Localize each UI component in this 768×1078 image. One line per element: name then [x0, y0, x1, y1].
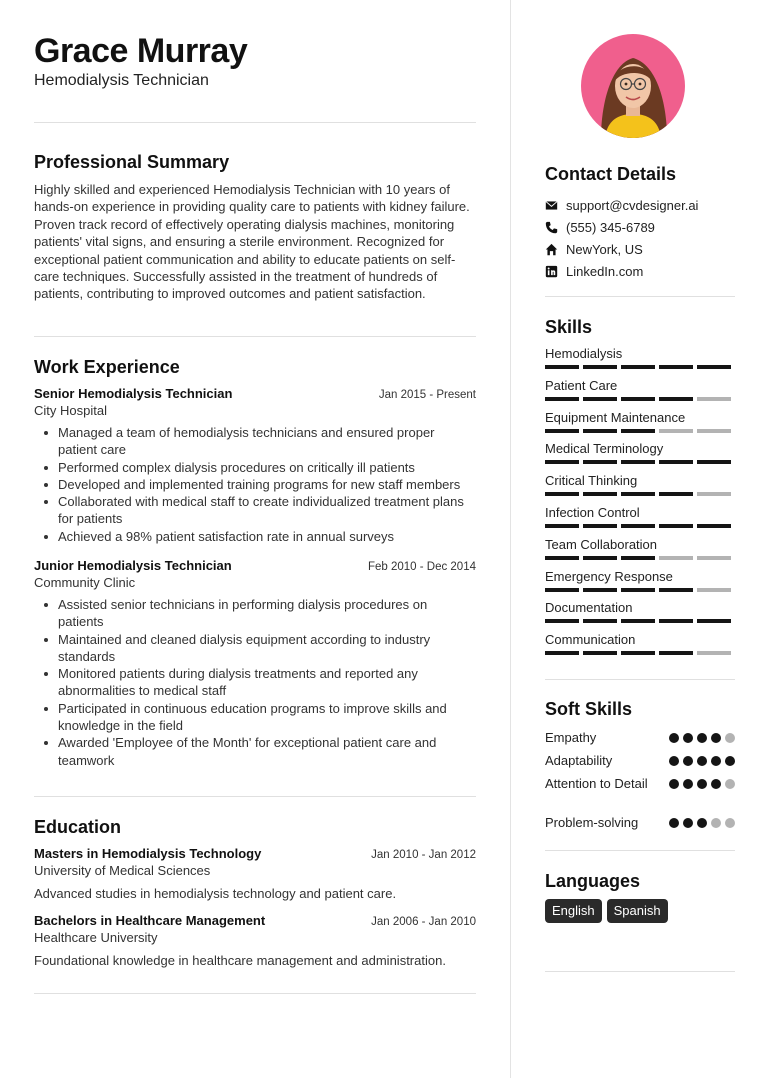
linkedin-text[interactable]: LinkedIn.com [566, 263, 644, 279]
candidate-title: Hemodialysis Technician [34, 72, 209, 89]
rating-dot [711, 756, 721, 766]
phone-text[interactable]: (555) 345-6789 [566, 219, 655, 235]
rating-dot [669, 818, 679, 828]
job-title: Senior Hemodialysis Technician [34, 386, 233, 401]
rating-dot [683, 779, 693, 789]
skill-level-segment [583, 397, 617, 401]
list-item: Monitored patients during dialysis treatments and reported any abnormalities to medical staff [34, 665, 476, 700]
list-item: Awarded 'Employee of the Month' for exceptional patient care and teamwork [34, 734, 476, 769]
linkedin-icon [545, 265, 558, 278]
rating-dot [711, 779, 721, 789]
soft-skill-label: Attention to Detail [545, 776, 648, 791]
skill-level-segment [583, 365, 617, 369]
skill-level-segment [545, 556, 579, 560]
skills-heading: Skills [545, 317, 593, 337]
soft-skill-rating [669, 818, 735, 828]
soft-skill-label: Problem-solving [545, 815, 639, 830]
rating-dot [711, 733, 721, 743]
list-item: Participated in continuous education programs to improve skills and knowledge in the field [34, 700, 476, 735]
soft-skill-label: Adaptability [545, 753, 613, 768]
skill-level-segment [621, 651, 655, 655]
list-item: Developed and implemented training programs for new staff members [34, 476, 476, 493]
candidate-name: Grace Murray [34, 32, 248, 70]
list-item: Achieved a 98% patient satisfaction rate in annual surveys [34, 528, 476, 545]
rating-dot [725, 818, 735, 828]
skill-level-bar [545, 524, 735, 528]
education-description: Foundational knowledge in healthcare management and administration. [34, 953, 446, 968]
job-date: Feb 2010 - Dec 2014 [367, 561, 476, 573]
education-entry [34, 846, 476, 901]
skill-item [545, 346, 735, 369]
skill-level-segment [659, 588, 693, 592]
skill-level-segment [583, 556, 617, 560]
skill-level-segment [697, 619, 731, 623]
soft-skill-label: Empathy [545, 730, 597, 745]
skill-level-segment [697, 588, 731, 592]
job-organization: City Hospital [34, 403, 107, 418]
skill-level-segment [697, 429, 731, 433]
job-date: Jan 2015 - Present [378, 389, 476, 401]
skill-level-segment [697, 365, 731, 369]
skill-level-segment [621, 492, 655, 496]
degree-title: Masters in Hemodialysis Technology [34, 846, 262, 861]
skill-level-segment [545, 619, 579, 623]
rating-dot [697, 818, 707, 828]
skill-label: Team Collaboration [545, 536, 658, 552]
envelope-icon [545, 199, 558, 212]
rating-dot [683, 733, 693, 743]
education-heading: Education [34, 817, 122, 837]
rating-dot [711, 818, 721, 828]
job-title: Junior Hemodialysis Technician [34, 558, 232, 573]
skill-label: Patient Care [545, 377, 618, 393]
skill-label: Communication [545, 632, 636, 648]
rating-dot [669, 733, 679, 743]
school-name: Healthcare University [34, 930, 158, 945]
soft-skills-heading: Soft Skills [545, 699, 633, 719]
education-entry [34, 913, 476, 968]
skill-item [545, 600, 735, 623]
skill-level-bar [545, 588, 735, 592]
skill-level-segment [697, 397, 731, 401]
job-entry [34, 558, 476, 769]
job-bullets [34, 596, 476, 769]
rating-dot [725, 779, 735, 789]
skill-level-segment [545, 492, 579, 496]
skill-level-bar [545, 397, 735, 401]
education-date: Jan 2006 - Jan 2010 [371, 916, 476, 928]
languages-heading: Languages [545, 871, 641, 891]
summary-text: Highly skilled and experienced Hemodialysis Technician with 10 years of hands-on experience in providing quality care to patients with kidney failure. Proven track record of effectively operating dialysis machines, monitoring patients' vital signs, and ensuring a sterile environment. Recognized for exceptional patient communication and ability to educate patients on self-care techniques. Successfully assisted in the treatment of hundreds of patients, contributing to improved outcomes and patient satisfaction. [34, 182, 470, 302]
skill-level-segment [697, 524, 731, 528]
home-icon [545, 243, 558, 256]
contact-location [545, 240, 643, 258]
rating-dot [683, 756, 693, 766]
phone-icon [545, 221, 558, 234]
skill-level-segment [583, 492, 617, 496]
job-bullets [34, 424, 476, 545]
work-heading: Work Experience [34, 357, 180, 377]
skill-label: Equipment Maintenance [545, 409, 686, 425]
list-item: Maintained and cleaned dialysis equipment according to industry standards [34, 631, 476, 666]
skill-level-bar [545, 460, 735, 464]
skill-item [545, 537, 735, 560]
avatar-photo-icon [581, 34, 685, 138]
degree-title: Bachelors in Healthcare Management [34, 913, 266, 928]
divider [545, 296, 735, 297]
education-description: Advanced studies in hemodialysis technology and patient care. [34, 886, 397, 901]
job-entry [34, 386, 476, 545]
skill-item [545, 505, 735, 528]
column-divider [510, 0, 511, 1078]
skill-item [545, 378, 735, 401]
soft-skill-item [545, 814, 735, 831]
skill-level-bar [545, 492, 735, 496]
contact-heading: Contact Details [545, 164, 677, 184]
skill-label: Medical Terminology [545, 441, 664, 457]
rating-dot [697, 779, 707, 789]
email-text[interactable]: support@cvdesigner.ai [566, 197, 699, 213]
rating-dot [697, 733, 707, 743]
list-item: Assisted senior technicians in performing dialysis procedures on patients [34, 596, 476, 631]
divider [545, 971, 735, 972]
skill-level-segment [545, 651, 579, 655]
skill-label: Critical Thinking [545, 473, 638, 489]
rating-dot [669, 779, 679, 789]
rating-dot [725, 733, 735, 743]
soft-skill-item [545, 775, 735, 792]
divider [34, 336, 476, 337]
skill-level-segment [697, 651, 731, 655]
contact-phone [545, 218, 655, 236]
skill-level-segment [659, 429, 693, 433]
skill-item [545, 410, 735, 433]
skill-level-segment [659, 397, 693, 401]
location-text: NewYork, US [566, 241, 643, 257]
job-organization: Community Clinic [34, 575, 136, 590]
skill-label: Hemodialysis [545, 346, 623, 361]
skill-item [545, 441, 735, 464]
school-name: University of Medical Sciences [34, 863, 211, 878]
language-badge: English [545, 899, 602, 923]
skill-level-segment [621, 429, 655, 433]
skill-label: Documentation [545, 600, 633, 616]
skill-level-bar [545, 651, 735, 655]
skill-level-segment [545, 588, 579, 592]
divider [545, 679, 735, 680]
divider [34, 796, 476, 797]
summary-heading: Professional Summary [34, 152, 230, 172]
skill-level-bar [545, 429, 735, 433]
languages-list [545, 899, 668, 923]
rating-dot [683, 818, 693, 828]
skill-level-segment [583, 460, 617, 464]
skill-level-segment [659, 651, 693, 655]
skill-level-segment [545, 524, 579, 528]
skill-level-segment [621, 619, 655, 623]
divider [545, 850, 735, 851]
list-item: Performed complex dialysis procedures on critically ill patients [34, 459, 476, 476]
skill-level-segment [583, 588, 617, 592]
skill-level-segment [697, 460, 731, 464]
skill-level-segment [697, 556, 731, 560]
skill-level-segment [621, 397, 655, 401]
skill-item [545, 632, 735, 655]
skill-level-segment [621, 524, 655, 528]
skill-item [545, 569, 735, 592]
skill-level-bar [545, 556, 735, 560]
skill-level-segment [545, 365, 579, 369]
skill-level-segment [659, 556, 693, 560]
rating-dot [669, 756, 679, 766]
soft-skill-item [545, 752, 735, 769]
skill-level-segment [583, 651, 617, 655]
soft-skill-rating [669, 756, 735, 766]
skill-level-segment [583, 619, 617, 623]
language-badge: Spanish [607, 899, 668, 923]
soft-skill-rating [669, 779, 735, 789]
skill-level-segment [659, 619, 693, 623]
skill-level-segment [545, 429, 579, 433]
skill-level-segment [583, 524, 617, 528]
soft-skill-rating [669, 733, 735, 743]
list-item: Managed a team of hemodialysis technicians and ensured proper patient care [34, 424, 476, 459]
skill-item [545, 473, 735, 496]
skill-level-segment [621, 588, 655, 592]
divider [34, 993, 476, 994]
avatar [581, 34, 685, 138]
divider [34, 122, 476, 123]
skill-label: Infection Control [545, 505, 640, 520]
education-date: Jan 2010 - Jan 2012 [371, 849, 476, 861]
skill-level-bar [545, 619, 735, 623]
skill-level-bar [545, 365, 735, 369]
contact-linkedin [545, 262, 643, 280]
rating-dot [697, 756, 707, 766]
list-item: Collaborated with medical staff to create individualized treatment plans for patients [34, 493, 476, 528]
skill-level-segment [621, 365, 655, 369]
skill-level-segment [659, 460, 693, 464]
contact-email [545, 196, 698, 214]
skill-level-segment [545, 460, 579, 464]
skill-level-segment [659, 524, 693, 528]
skill-level-segment [659, 492, 693, 496]
skill-level-segment [583, 429, 617, 433]
skill-level-segment [697, 492, 731, 496]
rating-dot [725, 756, 735, 766]
soft-skill-item [545, 729, 735, 746]
skill-level-segment [545, 397, 579, 401]
skill-level-segment [659, 365, 693, 369]
skill-label: Emergency Response [545, 568, 673, 584]
skill-level-segment [621, 460, 655, 464]
skill-level-segment [621, 556, 655, 560]
